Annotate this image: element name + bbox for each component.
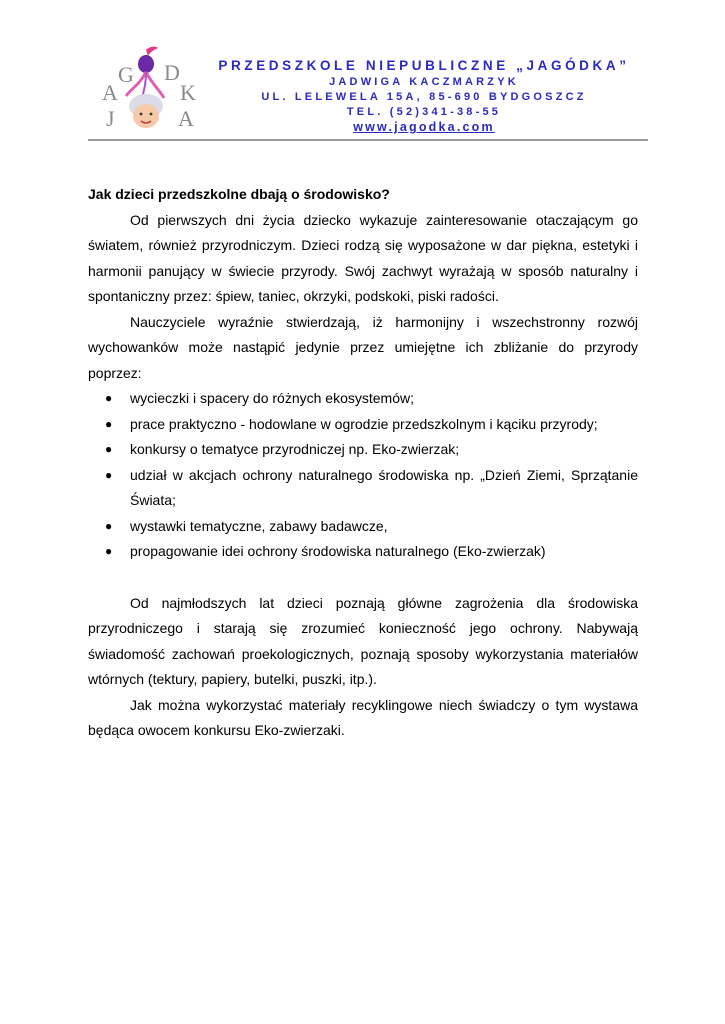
website-link[interactable]: www.jagodka.com xyxy=(353,120,495,134)
logo-letter-g: G xyxy=(118,62,134,87)
logo-letter-a2: A xyxy=(178,106,194,131)
logo-letter-k: K xyxy=(180,80,196,105)
activity-list xyxy=(88,386,638,565)
list-item-text: propagowanie idei ochrony środowiska naturalnego (Eko-zwierzak) xyxy=(130,543,546,559)
phone: TEL. (52)341-38-55 xyxy=(346,106,502,118)
list-item xyxy=(88,463,638,514)
bullet-icon: ● xyxy=(105,467,113,482)
list-item xyxy=(88,386,638,412)
document-body xyxy=(88,182,638,744)
bullet-icon: ● xyxy=(105,391,113,405)
document-title: Jak dzieci przedszkolne dbają o środowisko? xyxy=(88,186,390,202)
paragraph-4: Jak można wykorzystać materiały recyklingowe niech świadczy o tym wystawa będąca owocem konkursu Eko-zwierzaki. xyxy=(88,696,638,738)
address: UL. LELEWELA 15A, 85-690 BYDGOSZCZ xyxy=(261,91,587,103)
berry-child-face-logo xyxy=(88,44,200,136)
list-item-text: wystawki tematyczne, zabawy badawcze, xyxy=(130,517,388,534)
paragraph-3: Od najmłodszych lat dzieci poznają główne zagrożenia dla środowiska przyrodniczego i starają się zrozumieć konieczność jego ochrony. Nabywają świadomość zachowań proekologicznych, poznają sposoby wykorzystania materiałów wtórnych (tektury, papiery, butelki, puszki, itp.). xyxy=(88,594,638,687)
list-item-text: konkursy o tematyce przyrodniczej np. Eko-zwierzak; xyxy=(130,441,460,457)
list-item-text: wycieczki i spacery do różnych ekosystemów; xyxy=(130,390,414,406)
letterhead-text xyxy=(200,58,648,135)
bullet-icon: ● xyxy=(105,544,113,558)
bullet-icon: ● xyxy=(105,518,113,533)
list-item xyxy=(88,437,638,463)
school-name: PRZEDSZKOLE NIEPUBLICZNE „JAGÓDKA” xyxy=(218,58,630,73)
spacer xyxy=(88,565,638,591)
bullet-icon: ● xyxy=(105,416,113,431)
paragraph-2: Nauczyciele wyraźnie stwierdzają, iż harmonijny i wszechstronny rozwój wychowanków może nastąpić jedynie przez umiejętne ich zbliżanie do przyrody poprzez: xyxy=(88,313,638,381)
list-item xyxy=(88,412,638,438)
owner-name: JADWIGA KACZMARZYK xyxy=(329,76,519,88)
letterhead xyxy=(88,44,648,140)
paragraph-1: Od pierwszych dni życia dziecko wykazuje zainteresowanie otaczającym go światem, również przyrodniczym. Dzieci rodzą się wyposażone w dar piękna, estetyki i harmonii panujący w świecie przyrody. Swój zachwyt wyrażają w sposób naturalny i spontaniczny przez: śpiew, taniec, okrzyki, podskoki, piski radości. xyxy=(88,211,638,304)
logo-letter-a: A xyxy=(102,80,118,105)
list-item xyxy=(88,539,638,565)
logo-letter-d: D xyxy=(164,60,180,85)
list-item xyxy=(88,514,638,540)
bullet-icon: ● xyxy=(105,442,113,456)
logo-letter-j: J xyxy=(106,106,115,131)
header-divider xyxy=(88,139,648,141)
list-item-text: prace praktyczno - hodowlane w ogrodzie przedszkolnym i kąciku przyrody; xyxy=(130,415,598,432)
list-item-text: udział w akcjach ochrony naturalnego środowiska np. „Dzień Ziemi, Sprzątanie Świata; xyxy=(130,466,638,508)
